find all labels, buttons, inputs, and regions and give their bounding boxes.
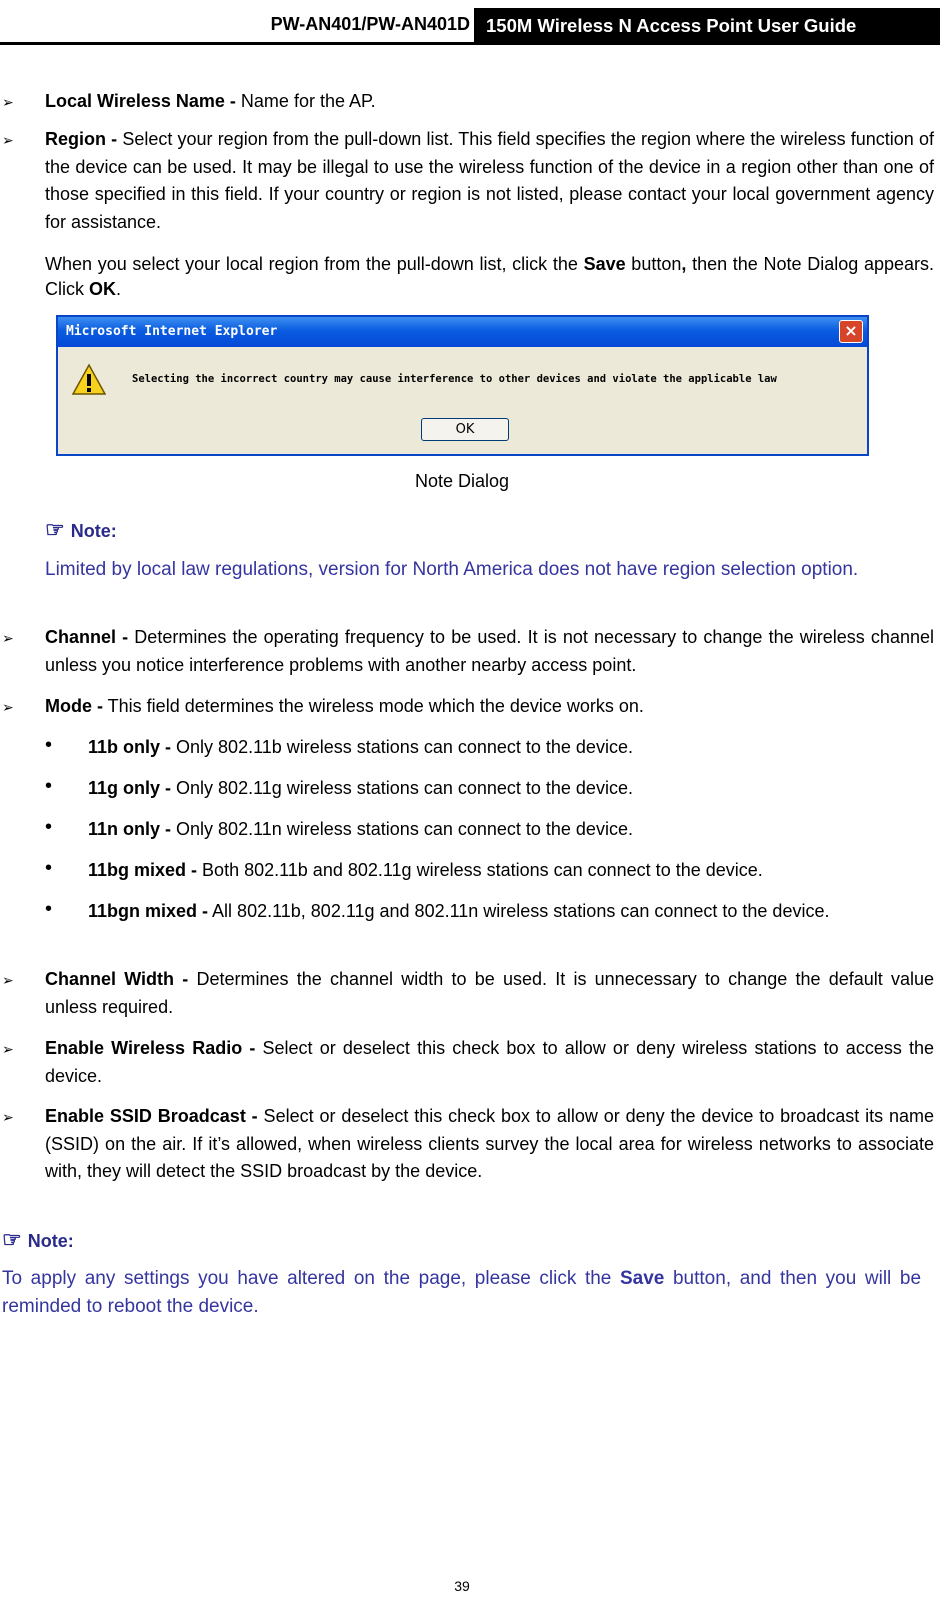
option-text: Only 802.11g wireless stations can connect to the device. — [171, 778, 633, 798]
arrow-bullet-icon: ➢ — [2, 1109, 14, 1125]
item-text: Determines the operating frequency to be used. It is not necessary to change the wireless channel unless you notice interference problems with another nearby access point. — [45, 627, 934, 675]
text: then the Note Dialog appears. Click — [45, 254, 934, 299]
text: . — [116, 279, 122, 299]
dialog-title-bar: Microsoft Internet Explorer — [58, 317, 867, 347]
item-text: Select your region from the pull-down list. This field specifies the region where the wireless function of the device can be used. It may be illegal to use the wireless function of the device in a region other than one of those specified in this field. If your country or region is not listed, please contact your local government agency for assistance. — [45, 129, 934, 232]
option-text: All 802.11b, 802.11g and 802.11n wireless stations can connect to the device. — [208, 901, 830, 921]
arrow-bullet-icon: ➢ — [2, 630, 14, 646]
item-text: Name for the AP. — [235, 91, 376, 111]
save-label: Save — [620, 1268, 665, 1289]
ok-label: OK — [89, 279, 116, 299]
arrow-bullet-icon: ➢ — [2, 1041, 14, 1057]
dialog-message: Selecting the incorrect country may cause interference to other devices and violate the applicable law — [132, 373, 777, 385]
dot-bullet-icon: • — [45, 816, 53, 838]
header-rule — [0, 42, 940, 45]
note-dialog-screenshot — [56, 315, 869, 456]
text: button, and then you will be reminded to reboot the device. — [2, 1268, 922, 1317]
item-label: Channel Width - — [45, 969, 189, 989]
dot-bullet-icon: • — [45, 775, 53, 797]
item-label: Region - — [45, 129, 118, 149]
item-label: Enable Wireless Radio - — [45, 1038, 256, 1058]
warning-icon — [72, 363, 106, 397]
option-label: 11n only - — [88, 819, 172, 839]
option-text: Only 802.11n wireless stations can connect to the device. — [171, 819, 633, 839]
arrow-bullet-icon: ➢ — [2, 94, 14, 110]
arrow-bullet-icon: ➢ — [2, 132, 14, 148]
item-text: Determines the channel width to be used. It is unnecessary to change the default value unless required. — [45, 969, 934, 1017]
option-label: 11g only - — [88, 778, 172, 798]
pointing-hand-icon: ☞ — [45, 517, 65, 542]
dot-bullet-icon: • — [45, 857, 53, 879]
item-text: This field determines the wireless mode which the device works on. — [103, 696, 644, 716]
item-label: Local Wireless Name - — [45, 91, 236, 111]
header-model: PW-AN401/PW-AN401D — [270, 14, 470, 34]
note-label: Note: — [70, 521, 117, 541]
dialog-ok-button: OK — [421, 418, 509, 441]
save-label: Save — [583, 254, 626, 274]
item-label: Mode - — [45, 696, 103, 716]
text: When you select your local region from the pull-down list, click the — [45, 254, 584, 274]
option-text: Only 802.11b wireless stations can connect to the device. — [171, 737, 633, 757]
text: button — [625, 254, 682, 274]
option-label: 11bg mixed - — [88, 860, 198, 880]
page-header — [0, 0, 944, 46]
text: To apply any settings you have altered on the page, please click the — [2, 1268, 620, 1289]
item-text: Select or deselect this check box to allow or deny the device to broadcast its name (SSID) on the air. If it’s allowed, when wireless clients survey the local area for wireless networks to associate with, they will detect the SSID broadcast by the device. — [45, 1106, 935, 1181]
arrow-bullet-icon: ➢ — [2, 699, 14, 715]
option-text: Both 802.11b and 802.11g wireless stations can connect to the device. — [197, 860, 763, 880]
note-label: Note: — [27, 1231, 74, 1251]
note-text — [2, 1265, 921, 1320]
close-icon: × — [839, 320, 863, 343]
dot-bullet-icon: • — [45, 734, 53, 756]
item-label: Channel - — [45, 627, 129, 647]
note-heading — [45, 517, 117, 543]
option-label: 11b only - — [88, 737, 172, 757]
item-label: Enable SSID Broadcast - — [45, 1106, 258, 1126]
note-heading — [2, 1227, 74, 1253]
page-number: 39 — [454, 1578, 470, 1594]
dot-bullet-icon: • — [45, 898, 53, 920]
header-guide-title: 150M Wireless N Access Point User Guide — [474, 8, 940, 44]
figure-caption: Note Dialog — [414, 471, 510, 491]
item-text: Select or deselect this check box to allow or deny wireless stations to access the device. — [45, 1038, 935, 1086]
text: , — [681, 254, 687, 274]
note-text: Limited by local law regulations, version for North America does not have region selection option. — [45, 559, 859, 580]
pointing-hand-icon: ☞ — [2, 1227, 22, 1252]
arrow-bullet-icon: ➢ — [2, 972, 14, 988]
region-followup-paragraph — [45, 252, 934, 302]
option-label: 11bgn mixed - — [88, 901, 209, 921]
